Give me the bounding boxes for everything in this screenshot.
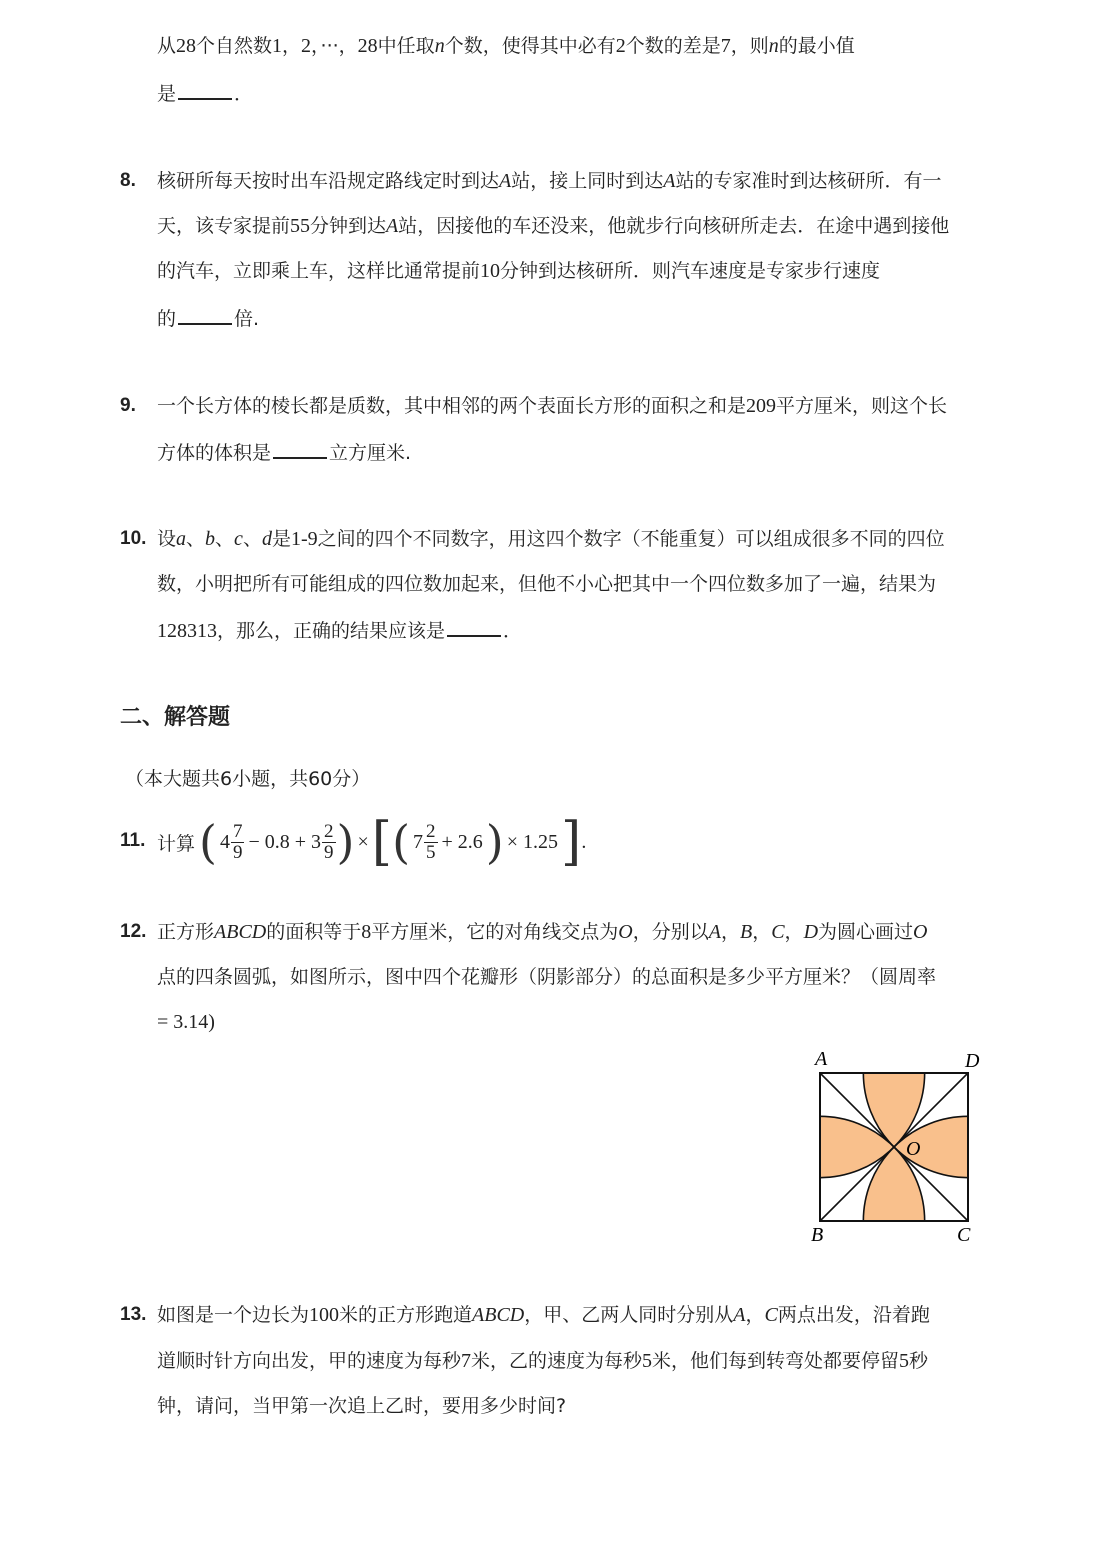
question-number: 11.	[120, 830, 146, 851]
q8-line-4: 的 倍.	[157, 305, 259, 331]
label-d: D	[965, 1050, 980, 1072]
q8-line-1: 核研所每天按时出车沿规定路线定时到达A站，接上同时到达A站的专家准时到达核研所．有一	[157, 170, 942, 192]
q8-line-2: 天，该专家提前55分钟到达A站，因接他的车还没来，他就步行向核研所走去．在途中遇到接他	[157, 215, 950, 237]
section-title: 二、解答题	[120, 705, 231, 730]
q12-line-1: 正方形ABCD的面积等于8平方厘米，它的对角线交点为O，分别以A，B，C，D为圆心画过O	[157, 921, 928, 943]
q7-line-2: 是 ．	[157, 80, 253, 106]
section-note: （本大题共6小题，共60分）	[125, 768, 371, 790]
q13-line-2: 道顺时针方向出发，甲的速度为每秒7米，乙的速度为每秒5米，他们每到转弯处都要停留5秒	[157, 1350, 929, 1372]
answer-blank[interactable]	[273, 439, 327, 459]
q9-line-2: 方体的体积是 立方厘米.	[157, 439, 411, 465]
answer-blank[interactable]	[178, 80, 232, 100]
label-c: C	[957, 1224, 971, 1245]
question-number: 8.	[120, 170, 136, 191]
q10-line-2: 数，小明把所有可能组成的四位数加起来，但他不小心把其中一个四位数多加了一遍，结果为	[157, 573, 937, 595]
label-o: O	[906, 1138, 921, 1160]
q13-line-1: 如图是一个边长为100米的正方形跑道ABCD，甲、乙两人同时分别从A，C两点出发，沿着跑	[157, 1304, 930, 1326]
q10-line-1: 设a、b、c、d是1-9之间的四个不同数字，用这四个数字（不能重复）可以组成很多不同的四位	[157, 528, 945, 550]
question-number: 10.	[120, 528, 147, 549]
q12-line-3: = 3.14)	[157, 1011, 215, 1033]
q13-line-3: 钟，请问，当甲第一次追上乙时，要用多少时间?	[157, 1395, 567, 1417]
fraction: $\frac{2}{9}$	[324, 820, 334, 863]
label-b: B	[811, 1224, 824, 1245]
question-number: 9.	[120, 395, 136, 416]
answer-blank[interactable]	[447, 617, 501, 637]
square-petal-diagram	[805, 1045, 985, 1245]
petal-figure	[805, 1045, 985, 1250]
q7-line-1: 从28个自然数1，2，···，28中任取n个数，使得其中必有2个数的差是7，则n的最小值	[157, 35, 855, 57]
label-a: A	[815, 1048, 828, 1070]
fraction: $\frac{2}{5}$	[426, 820, 436, 863]
answer-blank[interactable]	[178, 305, 232, 325]
q11-expression: 计算 ( 4 $\frac{7}{9}$ − 0.8 + 3 $\frac{2}{9}$ ) × [ ( 7 $\frac{2}{5}$ + 2.6 ) × 1.25 ] .	[157, 812, 587, 872]
q12-line-2: 点的四条圆弧，如图所示，图中四个花瓣形（阴影部分）的总面积是多少平方厘米？（圆周率	[157, 966, 937, 988]
question-number: 12.	[120, 921, 147, 942]
q10-line-3: 128313，那么，正确的结果应该是 ．	[157, 617, 522, 643]
question-number: 13.	[120, 1304, 147, 1325]
q8-line-3: 的汽车，立即乘上车，这样比通常提前10分钟到达核研所．则汽车速度是专家步行速度	[157, 260, 881, 282]
q9-line-1: 一个长方体的棱长都是质数，其中相邻的两个表面长方形的面积之和是209平方厘米，则这个长	[157, 395, 948, 417]
fraction: $\frac{7}{9}$	[232, 820, 243, 863]
